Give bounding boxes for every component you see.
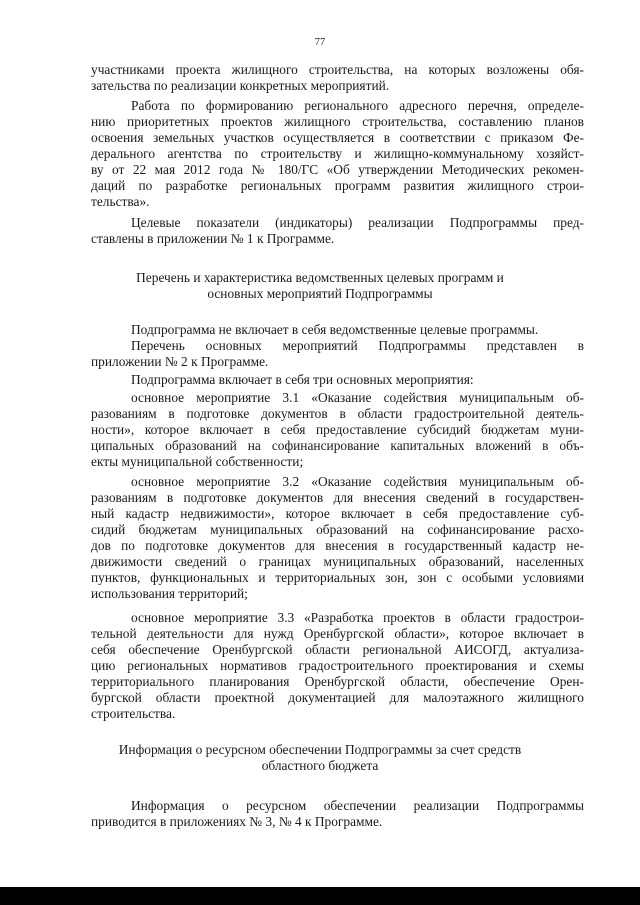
text-line: сидий бюджетам муниципальных образований на софинансирование расхо- <box>91 522 584 537</box>
text-line: участниками проекта жилищного строительства, на которых возложены обя- <box>91 62 584 77</box>
text-line: использования территорий; <box>91 586 248 601</box>
text-line: Подпрограмма включает в себя три основных мероприятия: <box>131 372 474 387</box>
text-line: ный кадастр недвижимости», которое включает в себя предоставление суб- <box>91 506 584 521</box>
text-line: зательства по реализации конкретных мероприятий. <box>91 78 390 93</box>
text-line: ву от 22 мая 2012 года № 180/ГС «Об утверждении Методических рекомен- <box>91 162 584 177</box>
text-line: цию региональных нормативов градостроительного проектирования и схемы <box>91 658 584 673</box>
text-line: строительства. <box>91 706 176 721</box>
scan-edge-bar <box>0 887 640 905</box>
text-line: екты муниципальной собственности; <box>91 454 304 469</box>
text-line: разованиям в подготовке документов в области градостроительной деятель- <box>91 406 584 421</box>
text-line: ности», которое включает в себя предоставление субсидий бюджетам муни- <box>91 422 584 437</box>
section-heading: Перечень и характеристика ведомственных целевых программ и <box>136 270 504 285</box>
text-line: себя обеспечение Оренбургской области региональной АИСОГД, актуализа- <box>91 642 584 657</box>
text-line: территориального планирования Оренбургской области, обеспечение Орен- <box>91 674 584 689</box>
text-line: основное мероприятие 3.2 «Оказание содействия муниципальным об- <box>131 474 584 489</box>
text-line: ципальных образований на софинансирование капитальных вложений в объ- <box>91 438 584 453</box>
text-line: тельной деятельности для нужд Оренбургской области», которое включает в <box>91 626 584 641</box>
section-heading: Информация о ресурсном обеспечении Подпрограммы за счет средств <box>118 742 522 757</box>
text-line: приложении № 2 к Программе. <box>91 354 269 369</box>
text-line: Целевые показатели (индикаторы) реализации Подпрограммы пред- <box>131 215 584 230</box>
text-line: ставлены в приложении № 1 к Программе. <box>91 231 335 246</box>
text-line: движимости сведений о границах муниципальных образований, населенных <box>91 554 584 569</box>
text-line: Подпрограмма не включает в себя ведомственные целевые программы. <box>131 322 539 337</box>
page-number: 77 <box>314 37 326 48</box>
text-line: Информация о ресурсном обеспечении реализации Подпрограммы <box>131 798 584 813</box>
text-line: приводится в приложениях № 3, № 4 к Программе. <box>91 814 383 829</box>
text-line: основное мероприятие 3.3 «Разработка проектов в области градострои- <box>131 610 584 625</box>
text-line: дерального агентства по строительству и жилищно-коммунальному хозяйст- <box>91 146 584 161</box>
text-line: Работа по формированию регионального адресного перечня, определе- <box>131 98 584 113</box>
text-line: бургской области проектной документацией для малоэтажного жилищного <box>91 690 584 705</box>
text-line: даций по разработке региональных программ развития жилищного строи- <box>91 178 584 193</box>
text-line: дов по подготовке документов для внесения в государственный кадастр не- <box>91 538 584 553</box>
text-line: пунктов, функциональных и территориальных зон, зон с особыми условиями <box>91 570 584 585</box>
text-line: нию приоритетных проектов жилищного строительства, составлению планов <box>91 114 584 129</box>
text-line: освоения земельных участков осуществляется в соответствии с приказом Фе- <box>91 130 584 145</box>
text-line: тельства». <box>91 194 150 209</box>
text-line: разованиям в подготовке документов для внесения сведений в государствен- <box>91 490 584 505</box>
text-line: основное мероприятие 3.1 «Оказание содействия муниципальным об- <box>131 390 584 405</box>
section-heading: областного бюджета <box>261 758 379 773</box>
text-line: Перечень основных мероприятий Подпрограммы представлен в <box>131 338 584 353</box>
section-heading: основных мероприятий Подпрограммы <box>207 286 433 301</box>
